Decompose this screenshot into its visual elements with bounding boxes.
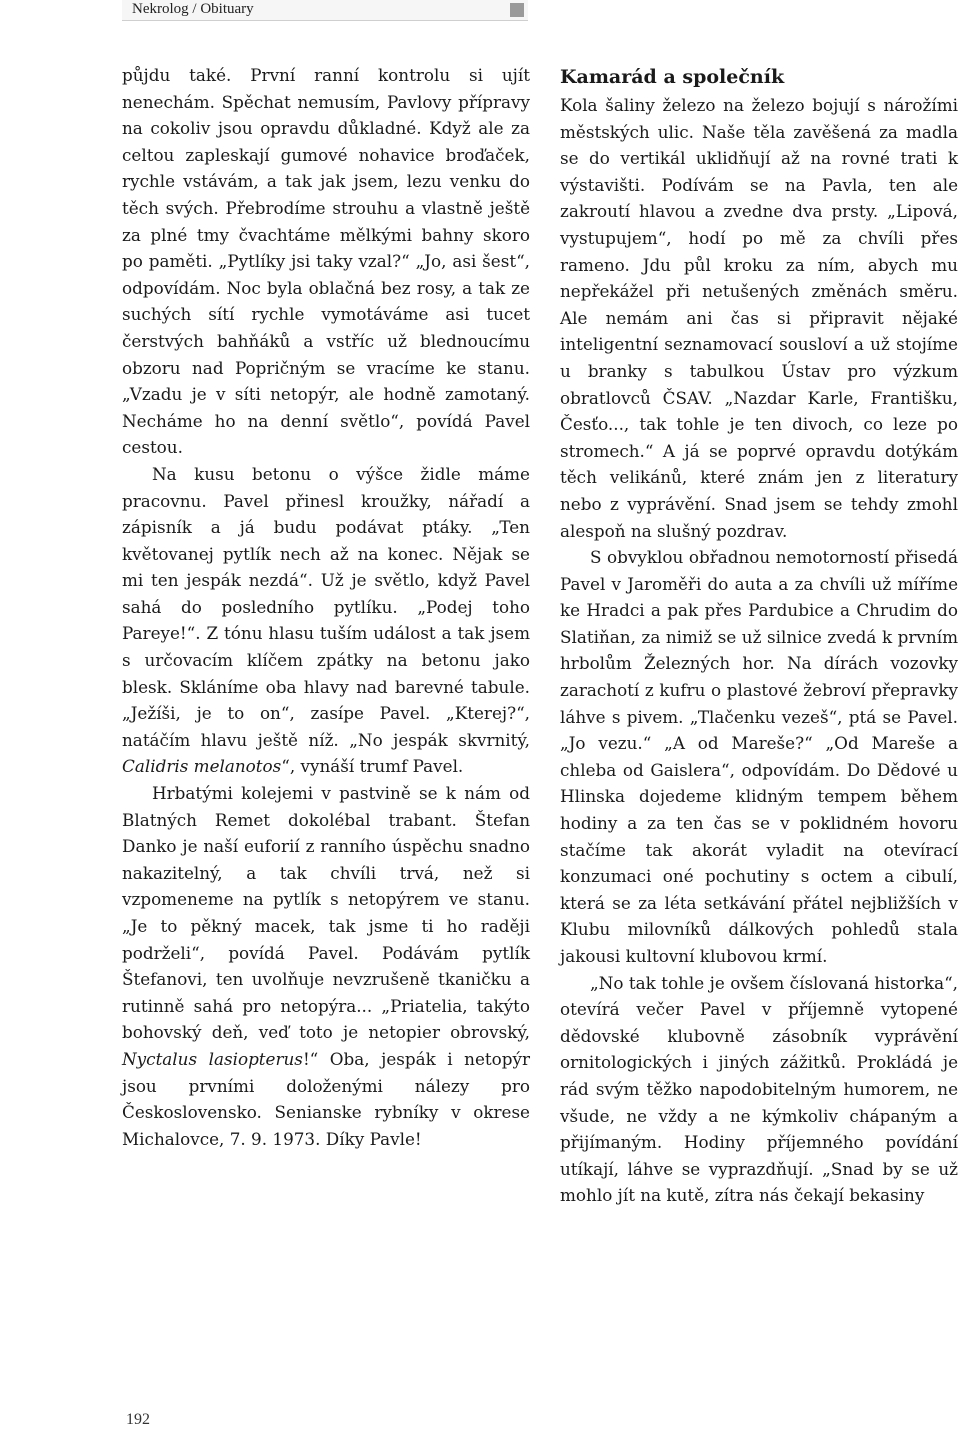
section-heading: Kamarád a společník xyxy=(560,66,785,88)
species-name-nyctalus: Nyctalus lasiopterus xyxy=(122,1048,303,1069)
left-paragraph-1: půjdu také. První ranní kontrolu si ujít nenechám. Spěchat nemusím, Pavlovy přípravy na cokoliv jsou opravdu důkladné. Když ale za celtou zapleskají gumové nohavice broďaček, rychle vstávám, a tak jak jsem, lezu venku do těch svých. Přebrodíme strouhu a vlastně ještě za plné tmy čvachtáme mělkými bahny skoro po paměti. „Pytlíky jsi taky vzal?“ „Jo, asi šest“, odpovídám. Noc byla oblačná bez rosy, a tak ze suchých sítí rychle vymotáváme asi tucet čerstvých bahňáků a vstříc už blednoucímu obzoru nad Popričným se vracíme ke stanu. „Vzadu je v síti netopýr, ale hodně zamotaný. Necháme ho na denní světlo“, povídá Pavel cestou. xyxy=(122,65,530,458)
left-paragraph-2-tail: “, vynáší trumf Pavel. xyxy=(281,756,464,777)
header-marker-square xyxy=(510,3,524,17)
header-section-title: Nekrolog / Obituary xyxy=(132,1,254,17)
left-paragraph-2-text: Na kusu betonu o výšce židle máme pracovnu. Pavel přinesl kroužky, nářadí a zápisník a já budu podávat ptáky. „Ten květovanej pytlík nech až na konec. Nějak se mi ten jespák nezdá“. Už je světlo, když Pavel sahá do posledního pytlíku. „Podej toho Pareye!“. Z tónu hlasu tuším událost a tak jsem s určovacím klíčem zpátky na betonu jako blesk. Skláníme oba hlavy nad barevné tabule. „Ježíši, je to on“, zasípe Pavel. „Kterej?“, natáčím hlavu ještě níž. „No jespák skvrnitý, xyxy=(122,463,530,750)
left-paragraph-2 xyxy=(122,461,530,780)
right-paragraph-1: Kola šaliny železo na železo bojují s nárožími městských ulic. Naše těla zavěšená za madla se do vertikál uklidňují až na rovné trati k výstavišti. Podívám se na Pavla, ten ale zakroutí hlavou a zvedne dva prsty. „Lipová, vystupujem“, hodí po mě za chvíli přes rameno. Jdu půl kroku za ním, abych mu nepřekážel při netušených změnách směru. Ale nemám ani čas si připravit nějaké inteligentní seznamovací sousloví a už stojíme u branky s tabulkou Ústav pro výzkum obratlovců ČSAV. „Nazdar Karle, Františku, Česťo..., tak tohle je ten divoch, co leze po stromech.“ A já se poprvé opravdu dotýkám těch velikánů, které znám jen z literatury nebo z vyprávění. Snad jsem se tehdy zmohl alespoň na slušný pozdrav. xyxy=(560,95,958,541)
right-column xyxy=(560,64,958,1209)
running-header xyxy=(122,0,528,21)
species-name-calidris: Calidris melanotos xyxy=(122,756,282,777)
right-paragraph-3: „No tak tohle je ovšem číslovaná historka“, otevírá večer Pavel v příjemně vytopené dědovské klubovně zásobník vyprávění ornitologických i jiných zážitků. Prokládá je rád svým těžko napodobitelným humorem, ne všude, ne vždy a ne kýmkoliv chápaným a přijímaným. Hodiny příjemného povídání utíkají, láhve se vyprazdňují. „Snad by se už mohlo jít na kutě, zítra nás čekají bekasiny xyxy=(560,972,958,1206)
left-paragraph-3-text: Hrbatými kolejemi v pastvině se k nám od Blatných Remet dokolébal trabant. Štefan Danko je naší euforií z ranního úspěchu snadno nakazitelný, a tak chvíli trvá, než si vzpomeneme na pytlík s netopýrem ve stanu. „Je to pěkný macek, tak jsme ti ho raději podrželi“, povídá Pavel. Podávám pytlík Štefanovi, ten uvolňuje nevzrušeně tkaničku a rutinně sahá pro netopýra... „Priatelia, takýto bohovský deň, veď toto je netopier obrovský, xyxy=(122,783,530,1043)
left-column xyxy=(122,62,530,1152)
page-number: 192 xyxy=(126,1411,150,1428)
left-paragraph-3-tail: !“ Oba, jespák i netopýr jsou prvními doloženými nálezy pro Československo. Senianske rybníky v okrese Michalovce, 7. 9. 1973. Díky Pavle! xyxy=(122,1048,531,1149)
right-paragraph-2: S obvyklou obřadnou nemotorností přisedá Pavel v Jaroměři do auta a za chvíli už míříme ke Hradci a pak přes Pardubice a Chrudim do Slatiňan, za nimiž se už silnice zvedá k prvním hrbolům Železných hor. Na dírách vozovky zarachotí z kufru o plastové žebroví přepravky láhve s pivem. „Tlačenku vezeš“, ptá se Pavel. „Jo vezu.“ „A od Mareše?“ „Od Mareše a chleba od Gaislera“, odpovídám. Do Dědové u Hlinska dojedeme klidným tempem během hodiny a za ten čas se v poklidném hovoru stačíme tak akorát vyladit na otevírací konzumaci oné pochutiny s octem a cibulí, která se za léta setkávání přátel nejbližších v Klubu milovníků dálkových pohledů stala jakousi kultovní klubovou krmí. xyxy=(560,547,958,966)
left-paragraph-3 xyxy=(122,780,530,1152)
